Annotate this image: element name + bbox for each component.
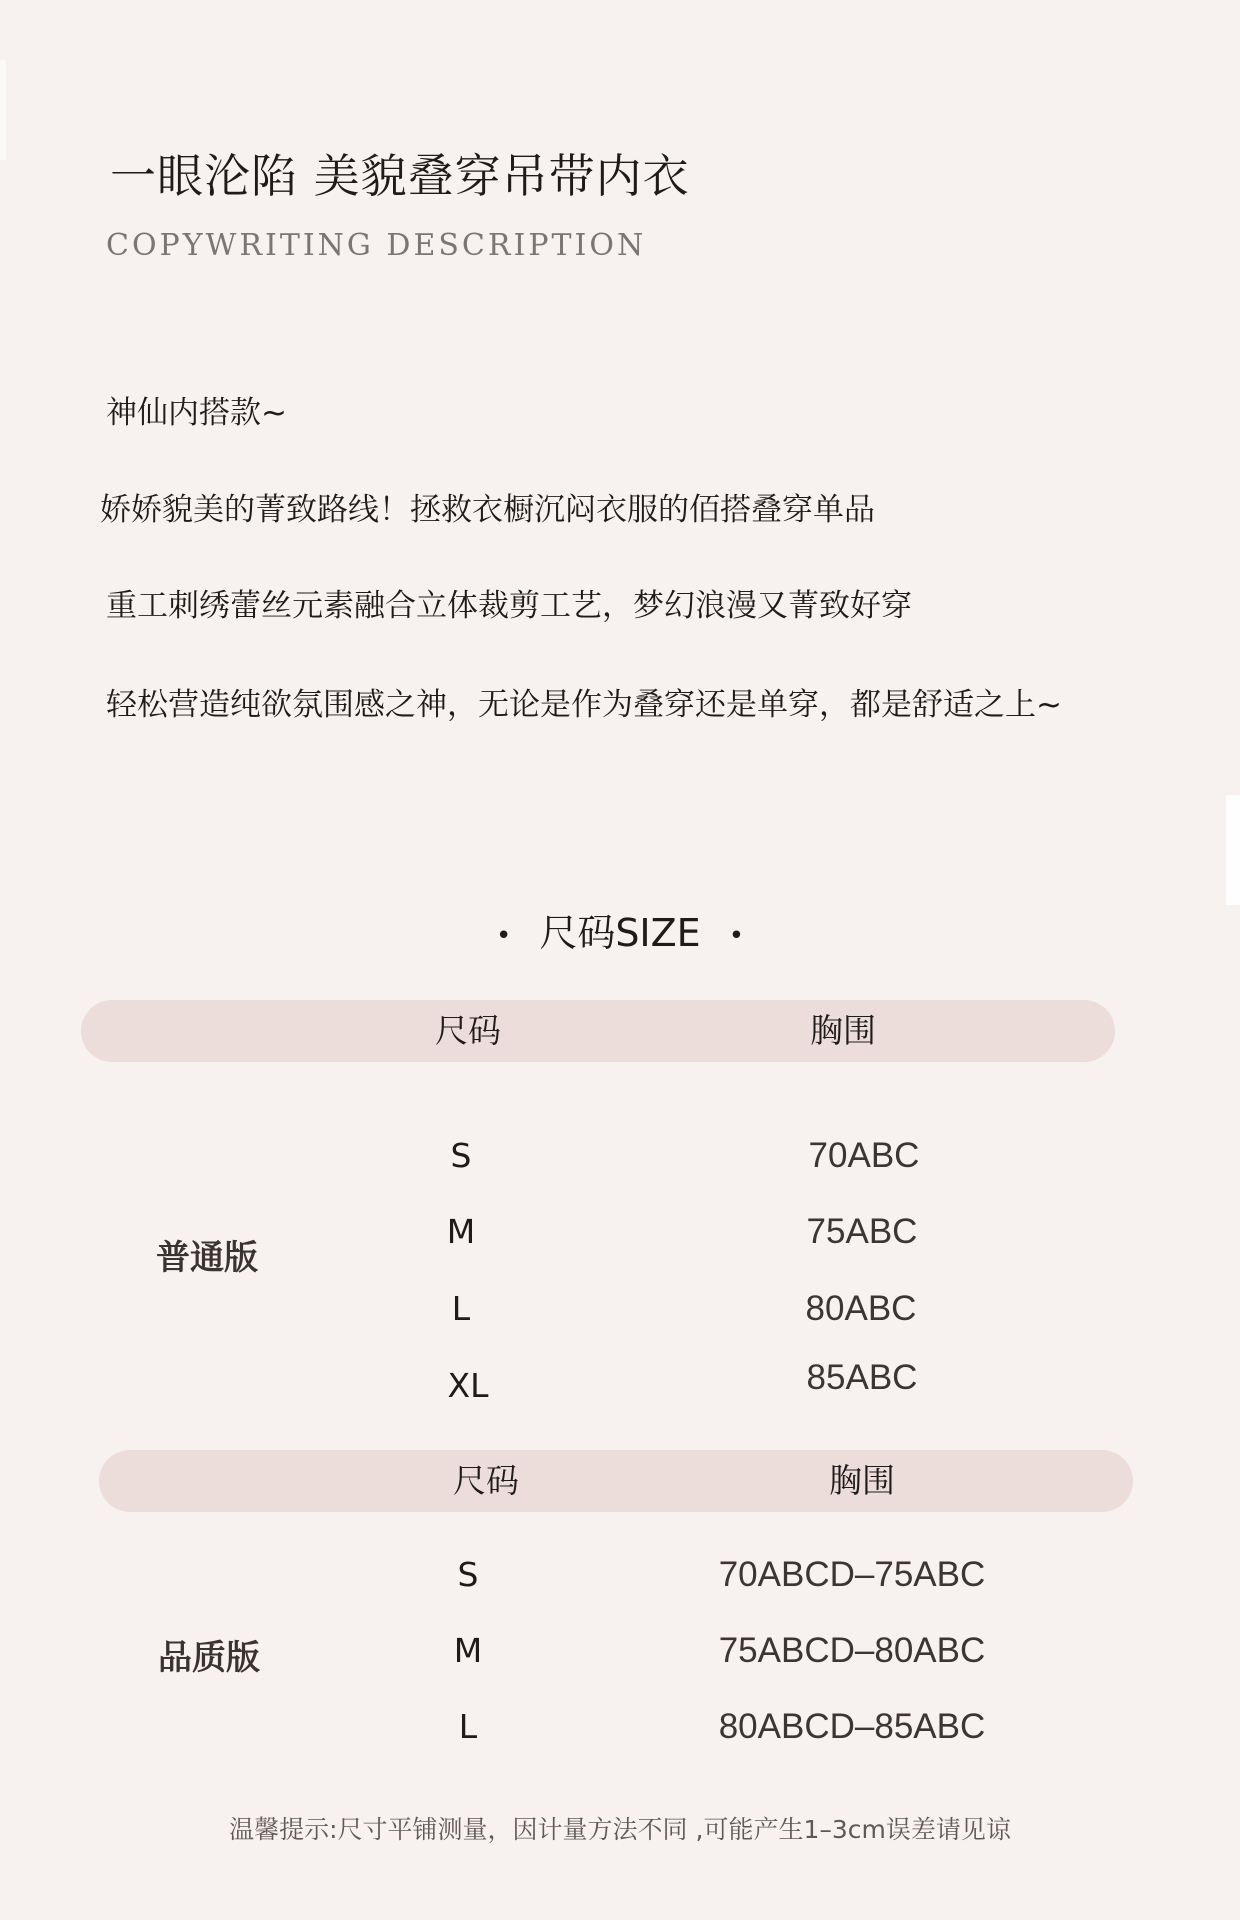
table-cell-size: L <box>458 1707 478 1746</box>
size-heading <box>0 910 1240 959</box>
table-header-chest: 胸围 <box>829 1461 895 1500</box>
table-cell-chest: 70ABC <box>808 1136 920 1175</box>
table-cell-size: M <box>446 1212 476 1251</box>
table-cell-size: S <box>450 1136 472 1175</box>
table-cell-size: L <box>451 1289 471 1328</box>
group-label-quality: 品质版 <box>158 1638 260 1678</box>
edge-highlight-right <box>1226 795 1240 905</box>
table-cell-chest: 70ABCD–75ABC <box>718 1555 986 1594</box>
size-heading-label: 尺码SIZE <box>539 911 701 955</box>
table-cell-chest: 80ABC <box>805 1289 917 1328</box>
table-header-bar <box>81 1000 1115 1062</box>
bullet-dot-icon: • <box>728 920 745 951</box>
table-cell-size: S <box>457 1555 479 1594</box>
table-cell-size: M <box>453 1631 483 1670</box>
table-header-bar <box>99 1450 1133 1512</box>
description-line: 娇娇貌美的菁致路线！拯救衣橱沉闷衣服的佰搭叠穿单品 <box>100 492 875 528</box>
description-line: 神仙内搭款~ <box>106 395 287 431</box>
table-cell-chest: 75ABC <box>806 1212 918 1251</box>
page-subtitle: COPYWRITING DESCRIPTION <box>106 228 647 263</box>
table-header-size: 尺码 <box>453 1461 519 1500</box>
description-line: 重工刺绣蕾丝元素融合立体裁剪工艺，梦幻浪漫又菁致好穿 <box>106 588 912 624</box>
page-title: 一眼沦陷 美貌叠穿吊带内衣 <box>110 149 690 203</box>
group-label-standard: 普通版 <box>156 1238 258 1278</box>
edge-highlight-left <box>0 60 6 160</box>
table-cell-chest: 85ABC <box>806 1358 918 1397</box>
table-cell-chest: 75ABCD–80ABC <box>718 1631 986 1670</box>
table-header-chest: 胸围 <box>810 1011 876 1050</box>
description-line: 轻松营造纯欲氛围感之神，无论是作为叠穿还是单穿，都是舒适之上~ <box>106 687 1062 723</box>
footer-note: 温馨提示:尺寸平铺测量，因计量方法不同 ,可能产生1–3cm误差请见谅 <box>229 1815 1011 1844</box>
table-header-size: 尺码 <box>435 1011 501 1050</box>
table-cell-size: XL <box>447 1366 489 1405</box>
table-cell-chest: 80ABCD–85ABC <box>718 1707 986 1746</box>
bullet-dot-icon: • <box>495 920 512 951</box>
